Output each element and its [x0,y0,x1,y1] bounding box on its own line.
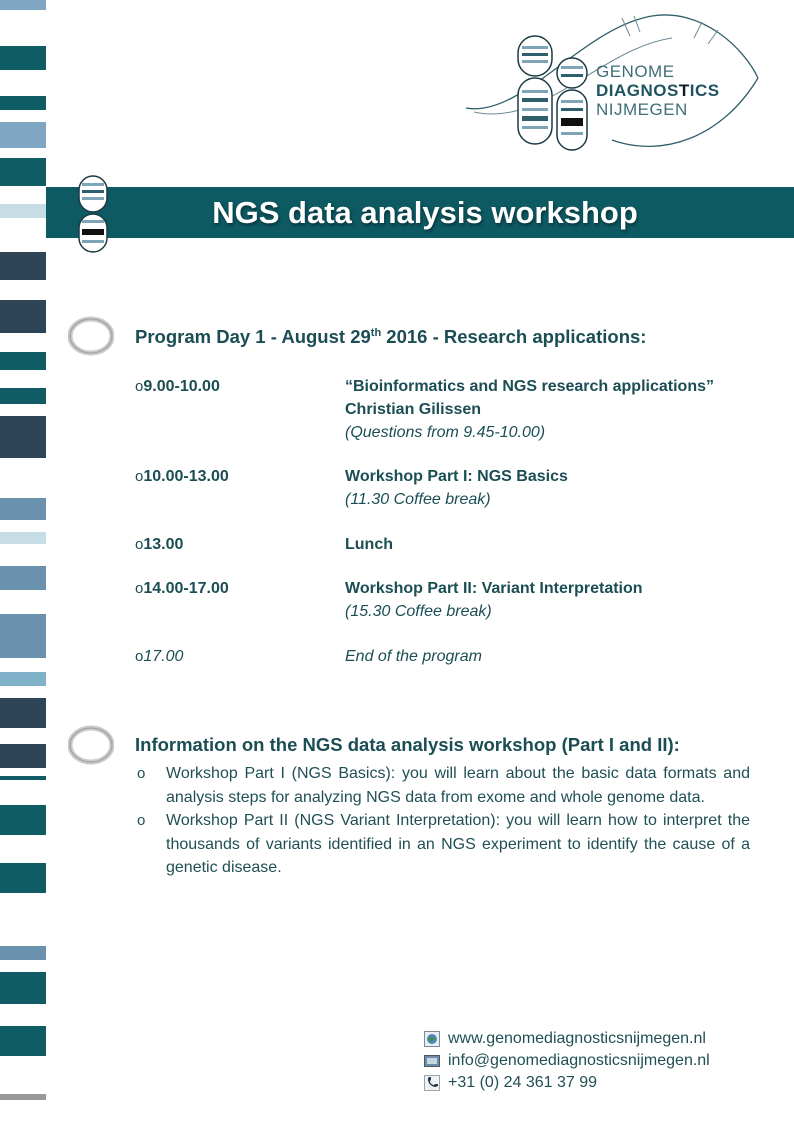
chromosome-icon [76,174,110,254]
logo-line-diagnostics: DIAGNOSTICS [596,81,720,100]
program-time: o13.00 [135,536,184,553]
phone-number: +31 (0) 24 361 37 99 [448,1074,598,1091]
page-title: NGS data analysis workshop [212,194,638,230]
info-list [135,762,750,880]
program-description: End of the program [345,648,482,665]
program-row [135,645,755,668]
email-contact [424,1050,710,1072]
section-ring-icon [68,725,114,765]
program-time: o14.00-17.00 [135,580,229,597]
email-link[interactable]: info@genomediagnosticsnijmegen.nl [448,1052,710,1069]
program-row [135,533,755,556]
info-heading: Information on the NGS data analysis workshop (Part I and II): [135,734,680,755]
program-time: o10.00-13.00 [135,468,229,485]
contact-block [424,1028,710,1094]
website-link[interactable]: www.genomediagnosticsnijmegen.nl [448,1030,706,1047]
program-description: Workshop Part I: NGS Basics (11.30 Coffee break) [345,468,568,508]
logo-line-nijmegen: NIJMEGEN [596,100,688,119]
program-row [135,375,755,445]
program-row [135,577,755,623]
program-time: o17.00 [135,648,184,665]
program-time: o9.00-10.00 [135,378,220,395]
globe-icon [424,1031,440,1047]
list-item: o Workshop Part I (NGS Basics): you will learn about the basic data formats and analysis steps for analyzing NGS data from exome and whole genome data. [137,765,750,806]
phone-contact [424,1072,710,1094]
decorative-side-stripes [0,0,46,1123]
program-heading: Program Day 1 - August 29th 2016 - Research applications: [135,326,647,347]
program-row [135,465,755,511]
phone-icon [424,1075,440,1091]
program-description: “Bioinformatics and NGS research applications” Christian Gilissen (Questions from 9.45-10.00) [345,378,714,441]
logo-wordmark [596,62,720,119]
logo-line-genome: GENOME [596,62,675,81]
section-ring-icon [68,316,114,356]
list-item: o Workshop Part II (NGS Variant Interpretation): you will learn how to interpret the thousands of variants identified in an NGS experiment to identify the cause of a genetic disease. [137,812,750,876]
title-banner [46,187,794,238]
website-contact [424,1028,710,1050]
program-description: Workshop Part II: Variant Interpretation (15.30 Coffee break) [345,580,643,620]
mail-icon [424,1053,440,1069]
program-description: Lunch [345,536,393,553]
